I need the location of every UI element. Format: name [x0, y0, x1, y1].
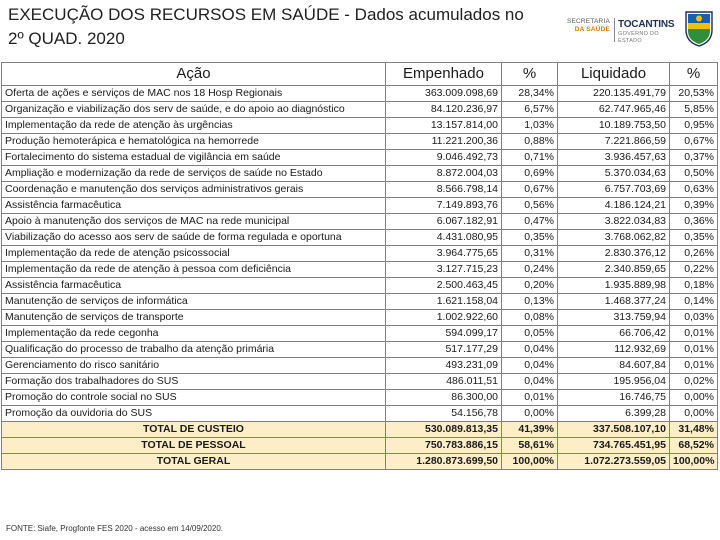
table-row: [2, 166, 718, 182]
cell-acao: Fortalecimento do sistema estadual de vigilância em saúde: [2, 150, 386, 166]
cell-pct-empenhado: 28,34%: [502, 86, 558, 102]
cell-acao: Implementação da rede cegonha: [2, 326, 386, 342]
cell-empenhado: 1.621.158,04: [386, 294, 502, 310]
table-row: [2, 390, 718, 406]
total-liquidado: 337.508.107,10: [558, 422, 670, 438]
cell-pct-liquidado: 0,01%: [670, 358, 718, 374]
cell-empenhado: 9.046.492,73: [386, 150, 502, 166]
table-row: [2, 342, 718, 358]
cell-liquidado: 7.221.866,59: [558, 134, 670, 150]
secretaria-text: SECRETARIA: [566, 18, 610, 25]
cell-empenhado: 8.872.004,03: [386, 166, 502, 182]
cell-pct-liquidado: 0,18%: [670, 278, 718, 294]
total-liquidado: 1.072.273.559,05: [558, 454, 670, 470]
cell-acao: Assistência farmacêutica: [2, 198, 386, 214]
cell-liquidado: 62.747.965,46: [558, 102, 670, 118]
table-row: [2, 278, 718, 294]
cell-empenhado: 8.566.798,14: [386, 182, 502, 198]
tocantins-logo: [618, 19, 678, 45]
cell-pct-empenhado: 0,04%: [502, 374, 558, 390]
cell-pct-empenhado: 0,00%: [502, 406, 558, 422]
cell-pct-liquidado: 0,50%: [670, 166, 718, 182]
cell-empenhado: 11.221.200,36: [386, 134, 502, 150]
total-label: TOTAL GERAL: [2, 454, 386, 470]
cell-empenhado: 13.157.814,00: [386, 118, 502, 134]
cell-pct-empenhado: 0,67%: [502, 182, 558, 198]
table-row: [2, 102, 718, 118]
cell-acao: Implementação da rede de atenção à pessoa com deficiência: [2, 262, 386, 278]
cell-pct-empenhado: 0,08%: [502, 310, 558, 326]
cell-acao: Gerenciamento do risco sanitário: [2, 358, 386, 374]
cell-pct-empenhado: 0,20%: [502, 278, 558, 294]
table-row: [2, 262, 718, 278]
cell-pct-empenhado: 0,47%: [502, 214, 558, 230]
total-liquidado: 734.765.451,95: [558, 438, 670, 454]
secretaria-sub-text: DA SAÚDE: [574, 26, 610, 33]
table-row: [2, 294, 718, 310]
cell-pct-empenhado: 0,31%: [502, 246, 558, 262]
cell-pct-liquidado: 0,35%: [670, 230, 718, 246]
cell-pct-empenhado: 0,05%: [502, 326, 558, 342]
cell-pct-empenhado: 0,13%: [502, 294, 558, 310]
cell-empenhado: 54.156,78: [386, 406, 502, 422]
total-row-pessoal: [2, 438, 718, 454]
cell-pct-liquidado: 0,01%: [670, 326, 718, 342]
total-row-custeio: [2, 422, 718, 438]
cell-empenhado: 2.500.463,45: [386, 278, 502, 294]
header-logos: [562, 8, 716, 48]
cell-liquidado: 195.956,04: [558, 374, 670, 390]
cell-pct-empenhado: 0,71%: [502, 150, 558, 166]
title-line-2: 2º QUAD. 2020: [8, 29, 125, 48]
cell-acao: Apoio à manutenção dos serviços de MAC na rede municipal: [2, 214, 386, 230]
table-row: [2, 214, 718, 230]
cell-empenhado: 594.099,17: [386, 326, 502, 342]
header-row: [2, 63, 718, 86]
cell-pct-empenhado: 1,03%: [502, 118, 558, 134]
cell-liquidado: 3.768.062,82: [558, 230, 670, 246]
cell-pct-liquidado: 0,00%: [670, 406, 718, 422]
cell-liquidado: 6.399,28: [558, 406, 670, 422]
expenditure-table: [1, 62, 718, 470]
table-row: [2, 310, 718, 326]
cell-acao: Manutenção de serviços de transporte: [2, 310, 386, 326]
cell-empenhado: 517.177,29: [386, 342, 502, 358]
total-empenhado: 1.280.873.699,50: [386, 454, 502, 470]
cell-liquidado: 2.340.859,65: [558, 262, 670, 278]
cell-liquidado: 3.822.034,83: [558, 214, 670, 230]
source-note: FONTE: Siafe, Progfonte FES 2020 - acesso em 14/09/2020.: [6, 524, 224, 533]
cell-liquidado: 1.468.377,24: [558, 294, 670, 310]
cell-liquidado: 3.936.457,63: [558, 150, 670, 166]
cell-pct-liquidado: 0,95%: [670, 118, 718, 134]
cell-empenhado: 3.964.775,65: [386, 246, 502, 262]
cell-liquidado: 1.935.889,98: [558, 278, 670, 294]
cell-acao: Formação dos trabalhadores do SUS: [2, 374, 386, 390]
cell-pct-liquidado: 20,53%: [670, 86, 718, 102]
title-line-1: EXECUÇÃO DOS RECURSOS EM SAÚDE - Dados acumulados no: [8, 5, 524, 24]
logo-divider: [614, 18, 615, 42]
cell-pct-liquidado: 0,37%: [670, 150, 718, 166]
cell-acao: Organização e viabilização dos serv de saúde, e do apoio ao diagnóstico: [2, 102, 386, 118]
cell-pct-empenhado: 0,35%: [502, 230, 558, 246]
cell-empenhado: 4.431.080,95: [386, 230, 502, 246]
cell-liquidado: 313.759,94: [558, 310, 670, 326]
cell-pct-liquidado: 0,63%: [670, 182, 718, 198]
total-pct-liquidado: 100,00%: [670, 454, 718, 470]
table-row: [2, 182, 718, 198]
cell-empenhado: 1.002.922,60: [386, 310, 502, 326]
cell-acao: Oferta de ações e serviços de MAC nos 18 Hosp Regionais: [2, 86, 386, 102]
table-row: [2, 374, 718, 390]
cell-pct-empenhado: 0,69%: [502, 166, 558, 182]
cell-pct-liquidado: 0,36%: [670, 214, 718, 230]
table-row: [2, 358, 718, 374]
cell-pct-empenhado: 0,56%: [502, 198, 558, 214]
cell-liquidado: 6.757.703,69: [558, 182, 670, 198]
cell-empenhado: 363.009.098,69: [386, 86, 502, 102]
cell-pct-liquidado: 0,03%: [670, 310, 718, 326]
cell-pct-liquidado: 0,14%: [670, 294, 718, 310]
column-header-acao: Ação: [2, 63, 386, 86]
cell-pct-liquidado: 5,85%: [670, 102, 718, 118]
cell-pct-empenhado: 0,04%: [502, 342, 558, 358]
state-emblem-icon: [682, 8, 716, 48]
cell-empenhado: 6.067.182,91: [386, 214, 502, 230]
cell-liquidado: 10.189.753,50: [558, 118, 670, 134]
governo-text: GOVERNO DO ESTADO: [618, 31, 659, 44]
cell-empenhado: 493.231,09: [386, 358, 502, 374]
table-row: [2, 406, 718, 422]
total-row-geral: [2, 454, 718, 470]
cell-empenhado: 486.011,51: [386, 374, 502, 390]
total-empenhado: 530.089.813,35: [386, 422, 502, 438]
total-label: TOTAL DE CUSTEIO: [2, 422, 386, 438]
cell-liquidado: 2.830.376,12: [558, 246, 670, 262]
cell-empenhado: 84.120.236,97: [386, 102, 502, 118]
cell-empenhado: 86.300,00: [386, 390, 502, 406]
secretaria-logo: [562, 18, 610, 34]
cell-acao: Coordenação e manutenção dos serviços administrativos gerais: [2, 182, 386, 198]
table-row: [2, 134, 718, 150]
table-body: [2, 86, 718, 470]
cell-empenhado: 3.127.715,23: [386, 262, 502, 278]
tocantins-text: TOCANTINS: [618, 19, 675, 30]
cell-pct-liquidado: 0,22%: [670, 262, 718, 278]
total-pct-empenhado: 100,00%: [502, 454, 558, 470]
total-pct-empenhado: 41,39%: [502, 422, 558, 438]
cell-liquidado: 84.607,84: [558, 358, 670, 374]
cell-pct-empenhado: 0,04%: [502, 358, 558, 374]
cell-liquidado: 16.746,75: [558, 390, 670, 406]
cell-pct-empenhado: 0,88%: [502, 134, 558, 150]
total-pct-empenhado: 58,61%: [502, 438, 558, 454]
cell-liquidado: 5.370.034,63: [558, 166, 670, 182]
cell-acao: Implementação da rede de atenção psicossocial: [2, 246, 386, 262]
cell-pct-liquidado: 0,67%: [670, 134, 718, 150]
cell-pct-liquidado: 0,00%: [670, 390, 718, 406]
page-title: [8, 3, 568, 51]
cell-liquidado: 4.186.124,21: [558, 198, 670, 214]
table-row: [2, 118, 718, 134]
cell-acao: Promoção da ouvidoria do SUS: [2, 406, 386, 422]
table-row: [2, 86, 718, 102]
cell-pct-empenhado: 6,57%: [502, 102, 558, 118]
cell-acao: Produção hemoterápica e hematológica na hemorrede: [2, 134, 386, 150]
cell-pct-liquidado: 0,01%: [670, 342, 718, 358]
cell-pct-empenhado: 0,24%: [502, 262, 558, 278]
total-label: TOTAL DE PESSOAL: [2, 438, 386, 454]
cell-acao: Assistência farmacêutica: [2, 278, 386, 294]
column-header-liquidado: Liquidado: [558, 63, 670, 86]
column-header-pct-liquidado: %: [670, 63, 718, 86]
column-header-empenhado: Empenhado: [386, 63, 502, 86]
cell-liquidado: 66.706,42: [558, 326, 670, 342]
total-pct-liquidado: 31,48%: [670, 422, 718, 438]
cell-acao: Implementação da rede de atenção às urgências: [2, 118, 386, 134]
cell-liquidado: 112.932,69: [558, 342, 670, 358]
cell-acao: Promoção do controle social no SUS: [2, 390, 386, 406]
cell-pct-empenhado: 0,01%: [502, 390, 558, 406]
cell-liquidado: 220.135.491,79: [558, 86, 670, 102]
cell-pct-liquidado: 0,02%: [670, 374, 718, 390]
cell-empenhado: 7.149.893,76: [386, 198, 502, 214]
table-row: [2, 246, 718, 262]
total-pct-liquidado: 68,52%: [670, 438, 718, 454]
column-header-pct-empenhado: %: [502, 63, 558, 86]
total-empenhado: 750.783.886,15: [386, 438, 502, 454]
cell-pct-liquidado: 0,26%: [670, 246, 718, 262]
cell-acao: Manutenção de serviços de informática: [2, 294, 386, 310]
cell-pct-liquidado: 0,39%: [670, 198, 718, 214]
table-row: [2, 326, 718, 342]
cell-acao: Qualificação do processo de trabalho da atenção primária: [2, 342, 386, 358]
table-row: [2, 150, 718, 166]
table-row: [2, 198, 718, 214]
table-row: [2, 230, 718, 246]
cell-acao: Ampliação e modernização da rede de serviços de saúde no Estado: [2, 166, 386, 182]
cell-acao: Viabilização do acesso aos serv de saúde de forma regulada e oportuna: [2, 230, 386, 246]
